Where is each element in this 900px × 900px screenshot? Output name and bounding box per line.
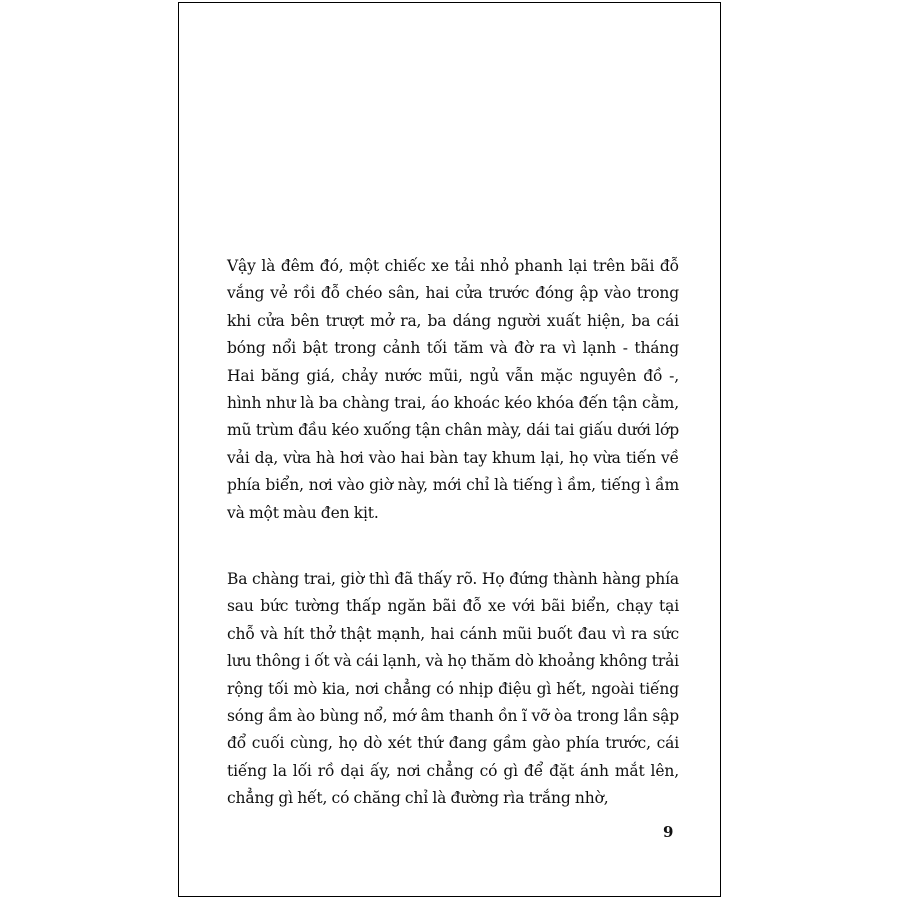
page-number: 9	[663, 823, 674, 841]
book-page	[178, 2, 721, 897]
paragraph-1: Vậy là đêm đó, một chiếc xe tải nhỏ phanh lại trên bãi đỗ vắng vẻ rồi đỗ chéo sân, hai cửa trước đóng ập vào trong khi cửa bên trượt mở ra, ba dáng người xuất hiện, ba cái bóng nổi bật trong cảnh tối tăm và đờ ra vì lạnh - tháng Hai băng giá, chảy nước mũi, ngủ vẫn mặc nguyên đồ -, hình như là ba chàng trai, áo khoác kéo khóa đến tận cằm, mũ trùm đầu kéo xuống tận chân mày, dái tai giấu dưới lớp vải dạ, vừa hà hơi vào hai bàn tay khum lại, họ vừa tiến về phía biển, nơi vào giờ này, mới chỉ là tiếng ì ầm, tiếng ì ầm và một màu đen kịt.	[227, 257, 679, 522]
paragraph-2: Ba chàng trai, giờ thì đã thấy rõ. Họ đứng thành hàng phía sau bức tường thấp ngăn bãi đỗ xe với bãi biển, chạy tại chỗ và hít thở thật mạnh, hai cánh mũi buốt đau vì ra sức lưu thông i ốt và cái lạnh, và họ thăm dò khoảng không trải rộng tối mò kia, nơi chẳng có nhịp điệu gì hết, ngoài tiếng sóng ầm ào bùng nổ, mớ âm thanh ồn ĩ vỡ òa trong lần sập đổ cuối cùng, họ dò xét thứ đang gầm gào phía trước, cái tiếng la lối rồ dại ấy, nơi chẳng có gì để đặt ánh mắt lên, chẳng gì hết, có chăng chỉ là đường rìa trắng nhờ,	[227, 570, 679, 808]
